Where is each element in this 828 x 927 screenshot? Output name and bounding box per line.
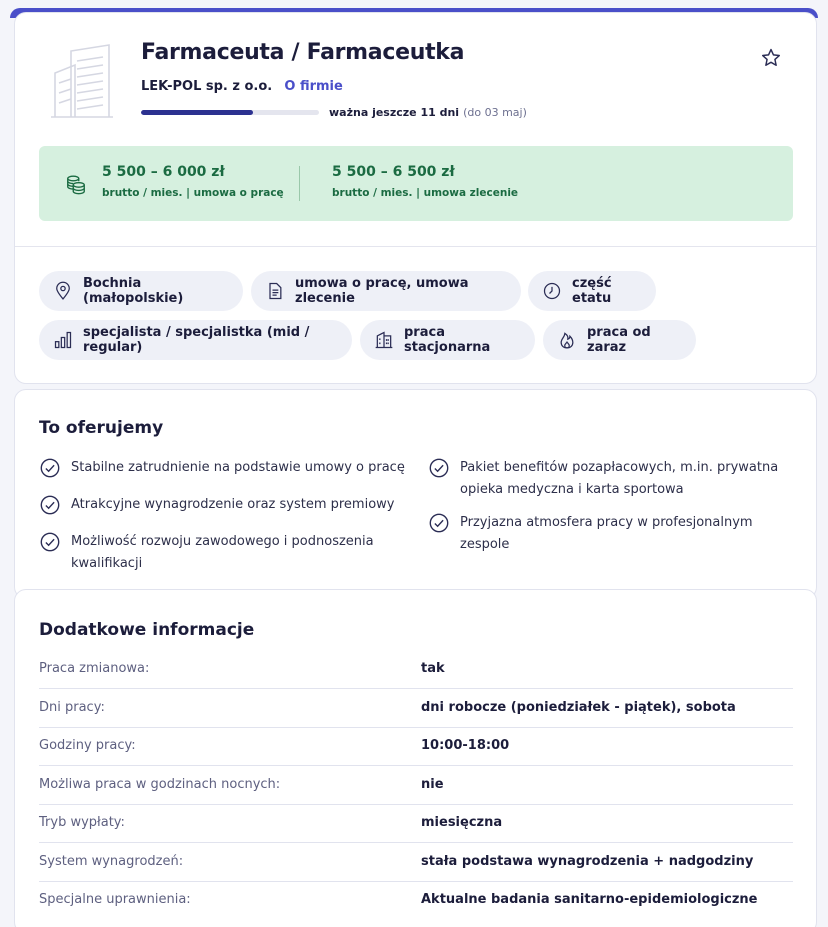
salary-option-2 — [332, 164, 518, 199]
validity-progress-fill — [141, 110, 253, 115]
chip-level — [39, 320, 352, 360]
info-label: System wynagrodzeń: — [39, 854, 184, 869]
favorite-star-icon[interactable] — [760, 47, 782, 69]
benefit-text: Atrakcyjne wynagrodzenie oraz system premiowy — [71, 497, 395, 512]
chip-label: umowa o pracę, umowa zlecenie — [295, 276, 469, 306]
info-label: Specjalne uprawnienia: — [39, 892, 191, 907]
salary-amount: 5 500 – 6 000 zł — [102, 164, 225, 180]
salary-box — [39, 146, 793, 221]
info-label: Godziny pracy: — [39, 738, 136, 753]
chip-contract — [251, 271, 521, 311]
offer-section-title: To oferujemy — [39, 418, 164, 438]
check-circle-icon — [39, 494, 61, 516]
info-value: stała podstawa wynagrodzenia + nadgodziny — [421, 854, 754, 869]
company-row — [141, 79, 343, 94]
check-circle-icon — [39, 457, 61, 479]
info-value: 10:00-18:00 — [421, 738, 510, 753]
benefit-item — [39, 457, 417, 479]
check-circle-icon — [428, 512, 450, 534]
info-row — [39, 766, 793, 805]
benefit-text: Możliwość rozwoju zawodowego i podnoszenia kwalifikacji — [71, 534, 374, 571]
check-circle-icon — [428, 457, 450, 479]
chip-label: specjalista / specjalistka (mid / regular) — [83, 325, 310, 355]
location-pin-icon — [53, 281, 73, 301]
check-circle-icon — [39, 531, 61, 553]
chip-start — [543, 320, 696, 360]
info-row — [39, 881, 793, 920]
additional-info-card — [14, 589, 817, 927]
info-label: Tryb wypłaty: — [39, 815, 125, 830]
chip-label: część etatu — [572, 276, 612, 306]
benefit-item — [428, 457, 798, 501]
chip-work-mode — [360, 320, 535, 360]
benefit-item — [428, 512, 768, 556]
chip-label: praca od zaraz — [587, 325, 651, 355]
info-value: dni robocze (poniedziałek - piątek), sobota — [421, 700, 736, 715]
company-name[interactable]: LEK-POL sp. z o.o. — [141, 79, 273, 94]
info-value: miesięczna — [421, 815, 503, 830]
salary-amount: 5 500 – 6 500 zł — [332, 164, 455, 180]
chip-work-time — [528, 271, 656, 311]
bar-chart-icon — [53, 330, 73, 350]
info-row — [39, 727, 793, 766]
benefit-item — [39, 531, 389, 575]
info-label: Możliwa praca w godzinach nocnych: — [39, 777, 281, 792]
validity-row — [141, 106, 527, 119]
flame-icon — [557, 330, 577, 350]
validity-text: ważna jeszcze 11 dni — [329, 106, 460, 119]
info-label: Dni pracy: — [39, 700, 105, 715]
info-section-title: Dodatkowe informacje — [39, 620, 255, 640]
divider — [15, 246, 816, 247]
salary-option-1 — [102, 164, 284, 199]
validity-progress-bar — [141, 110, 319, 115]
info-value: Aktualne badania sanitarno-epidemiologiczne — [421, 892, 758, 907]
coins-icon — [65, 173, 87, 195]
building-icon — [374, 330, 394, 350]
info-row — [39, 843, 793, 882]
offer-card — [14, 389, 817, 599]
chip-label: Bochnia (małopolskie) — [83, 276, 184, 306]
info-value: nie — [421, 777, 444, 792]
job-header-card — [14, 12, 817, 384]
info-row — [39, 650, 793, 689]
benefit-text: Stabilne zatrudnienie na podstawie umowy o pracę — [71, 460, 405, 475]
salary-description: brutto / mies. | umowa zlecenie — [332, 187, 519, 199]
chip-location — [39, 271, 243, 311]
info-label: Praca zmianowa: — [39, 661, 150, 676]
salary-description: brutto / mies. | umowa o pracę — [102, 187, 284, 199]
benefit-item — [39, 494, 417, 516]
job-title: Farmaceuta / Farmaceutka — [141, 40, 465, 65]
salary-divider — [299, 166, 300, 201]
info-row — [39, 689, 793, 728]
clock-icon — [542, 281, 562, 301]
benefit-text: Przyjazna atmosfera pracy w profesjonalnym zespole — [460, 515, 753, 552]
chip-label: praca stacjonarna — [404, 325, 491, 355]
info-row — [39, 804, 793, 843]
info-value: tak — [421, 661, 445, 676]
validity-date: (do 03 maj) — [463, 106, 527, 119]
company-logo-placeholder-icon — [49, 43, 115, 119]
about-company-link[interactable]: O firmie — [284, 79, 343, 94]
benefit-text: Pakiet benefitów pozapłacowych, m.in. prywatna opieka medyczna i karta sportowa — [460, 460, 779, 497]
document-icon — [265, 281, 285, 301]
